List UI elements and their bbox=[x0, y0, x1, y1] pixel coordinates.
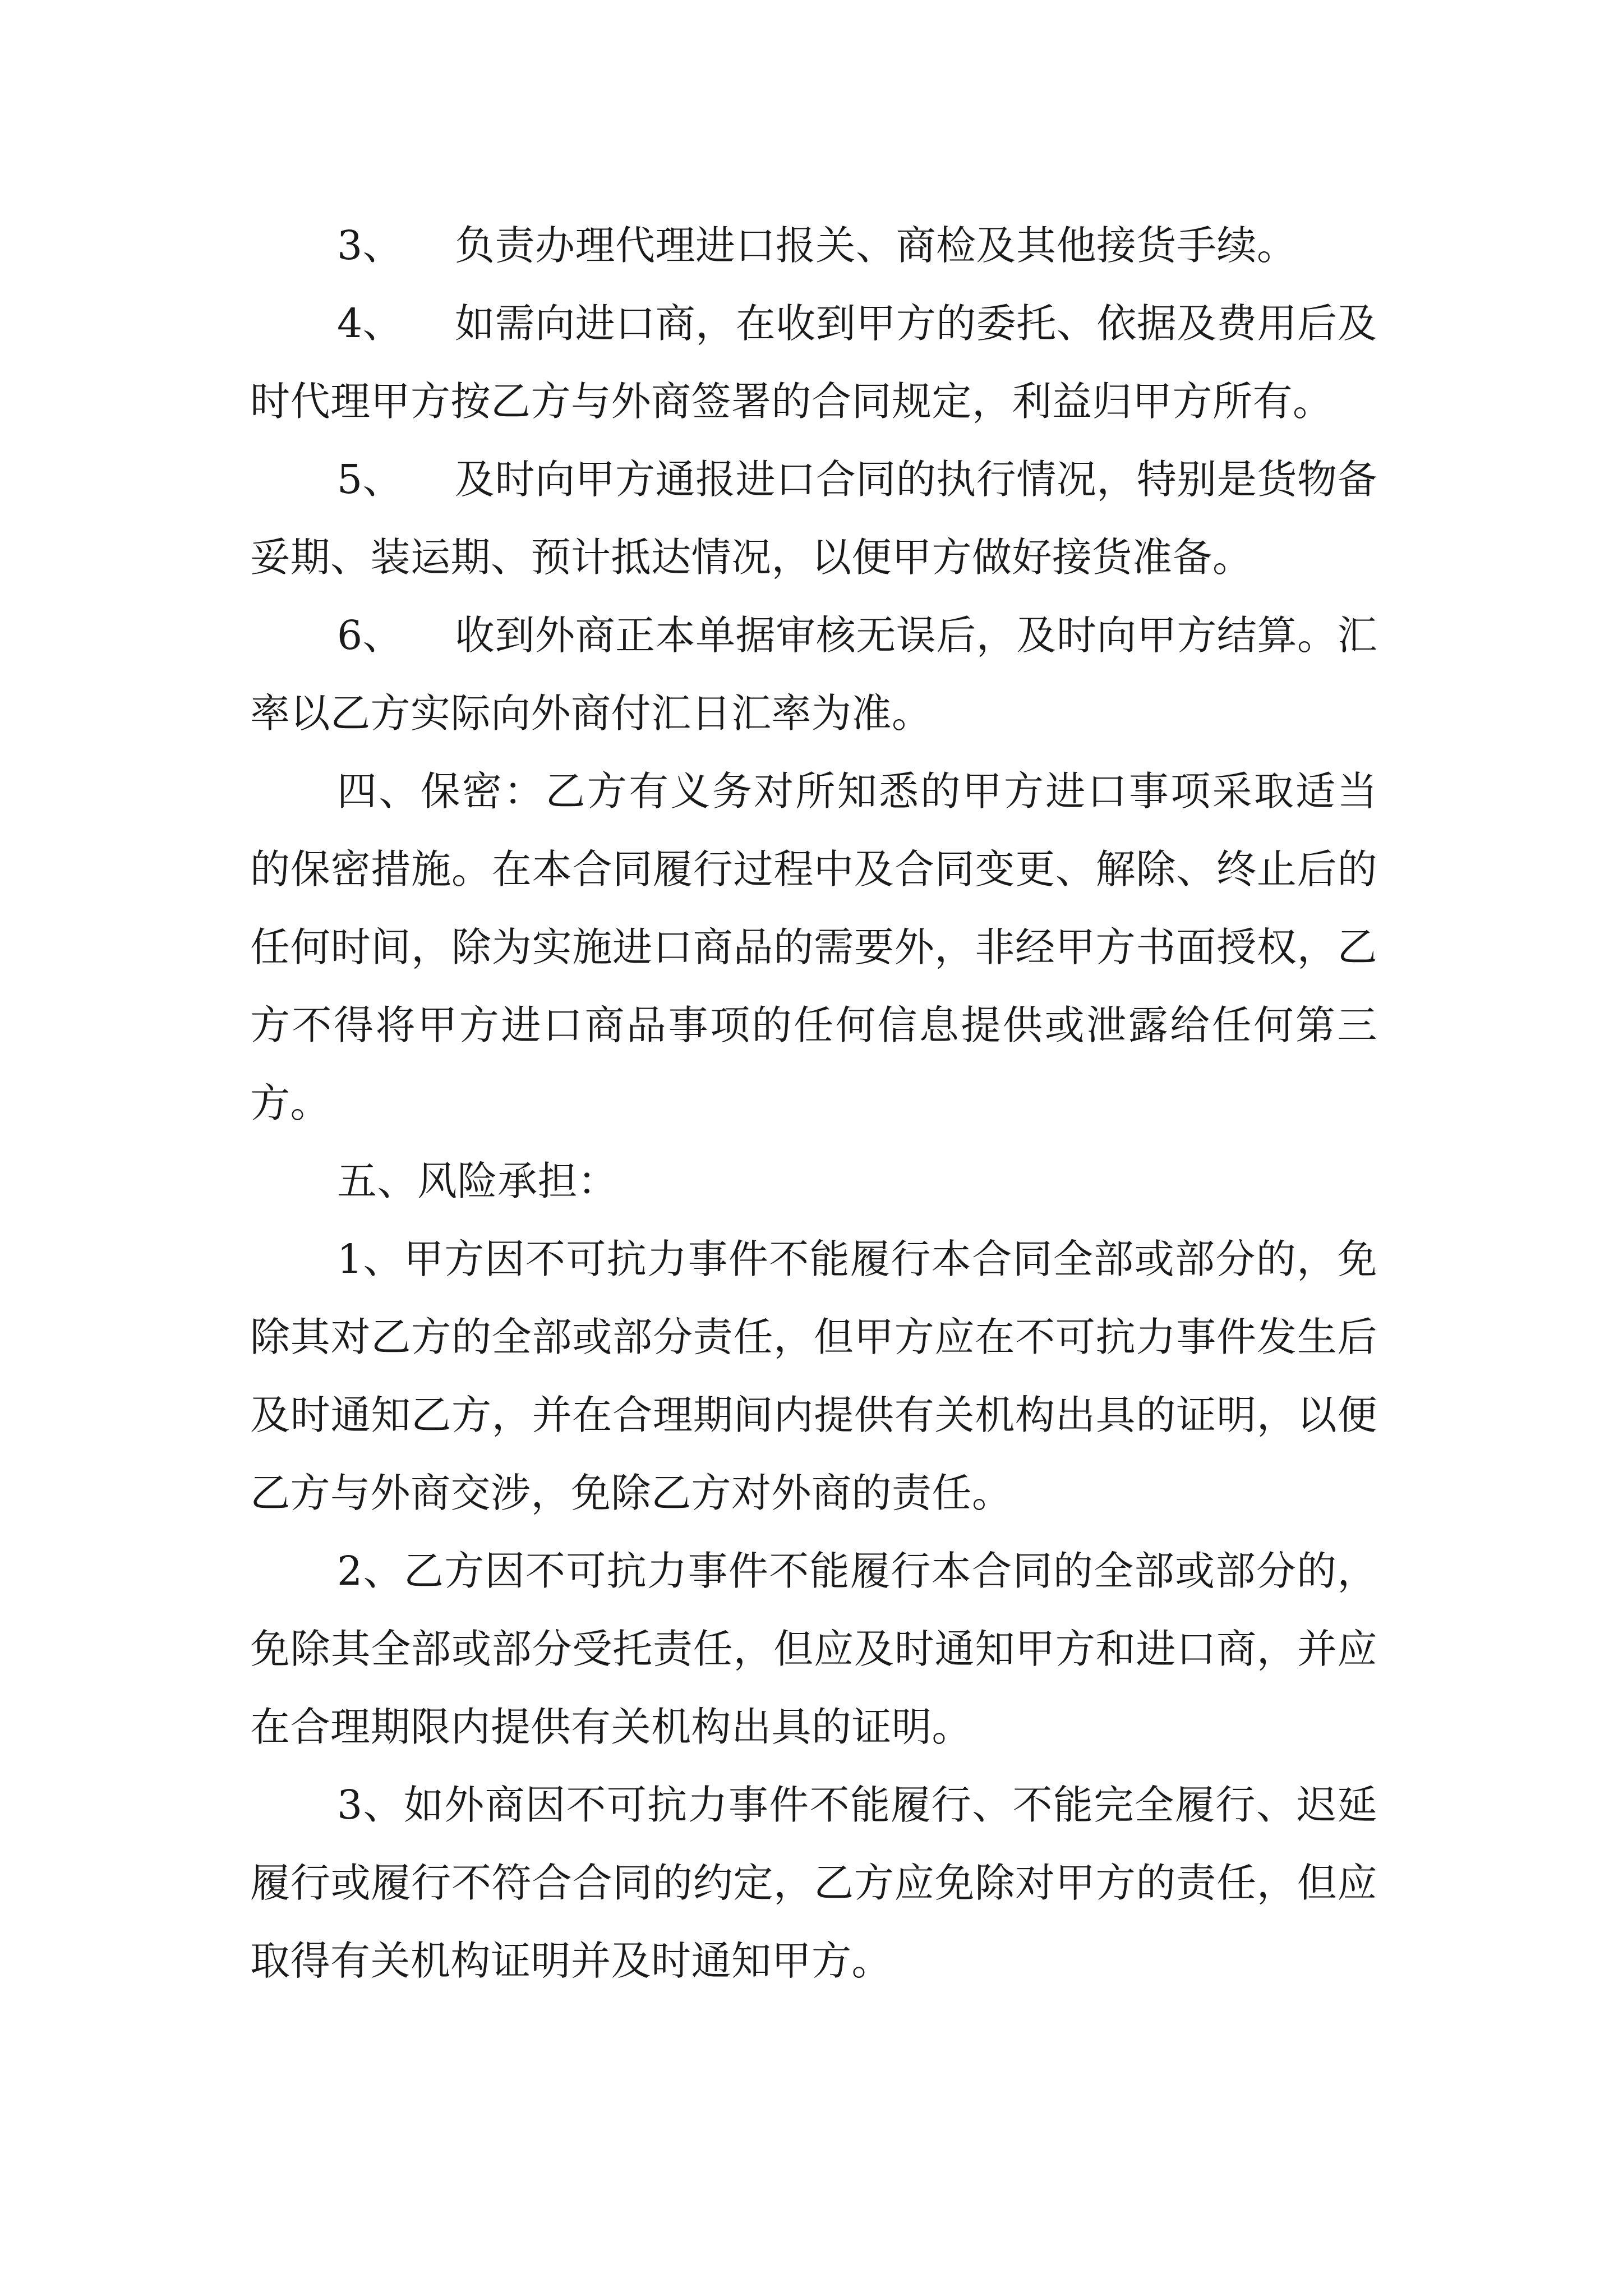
clause-text: 收到外商正本单据审核无误后，及时向甲方结算。汇率以乙方实际向外商付汇日汇率为准。 bbox=[250, 612, 1377, 737]
clause-number: 3、 bbox=[337, 222, 403, 269]
clause-6-settlement bbox=[250, 596, 1377, 752]
risk-clause-3: 3、如外商因不可抗力事件不能履行、不能完全履行、迟延履行或履行不符合合同的约定，乙方应免除对甲方的责任，但应取得有关机构证明并及时通知甲方。 bbox=[250, 1782, 1377, 1984]
clause-3-customs bbox=[250, 206, 1377, 284]
clause-text: 负责办理代理进口报关、商检及其他接货手续。 bbox=[455, 222, 1297, 269]
section-4-confidentiality: 四、保密：乙方有义务对所知悉的甲方进口事项采取适当的保密措施。在本合同履行过程中及合同变更、解除、终止后的任何时间，除为实施进口商品的需要外，非经甲方书面授权，乙方不得将甲方进口商品事项的任何信息提供或泄露给任何第三方。 bbox=[250, 768, 1377, 1126]
clause-5-notification bbox=[250, 440, 1377, 596]
clause-text: 及时向甲方通报进口合同的执行情况，特别是货物备妥期、装运期、预计抵达情况，以便甲方做好接货准备。 bbox=[250, 456, 1377, 581]
section-5-heading: 五、风险承担： bbox=[337, 1158, 618, 1204]
clause-number: 5、 bbox=[337, 456, 403, 503]
risk-clause-2: 2、乙方因不可抗力事件不能履行本合同的全部或部分的，免除其全部或部分受托责任，但应及时通知甲方和进口商，并应在合理期限内提供有关机构出具的证明。 bbox=[250, 1548, 1377, 1750]
clause-number: 6、 bbox=[337, 612, 403, 659]
clause-text: 如需向进口商，在收到甲方的委托、依据及费用后及时代理甲方按乙方与外商签署的合同规定，利益归甲方所有。 bbox=[250, 300, 1377, 425]
document-body bbox=[250, 206, 1377, 2000]
risk-clause-1: 1、甲方因不可抗力事件不能履行本合同全部或部分的，免除其对乙方的全部或部分责任，但甲方应在不可抗力事件发生后及时通知乙方，并在合理期间内提供有关机构出具的证明，以便乙方与外商交涉，免除乙方对外商的责任。 bbox=[250, 1236, 1377, 1516]
clause-4-importer bbox=[250, 284, 1377, 440]
clause-number: 4、 bbox=[337, 300, 403, 347]
